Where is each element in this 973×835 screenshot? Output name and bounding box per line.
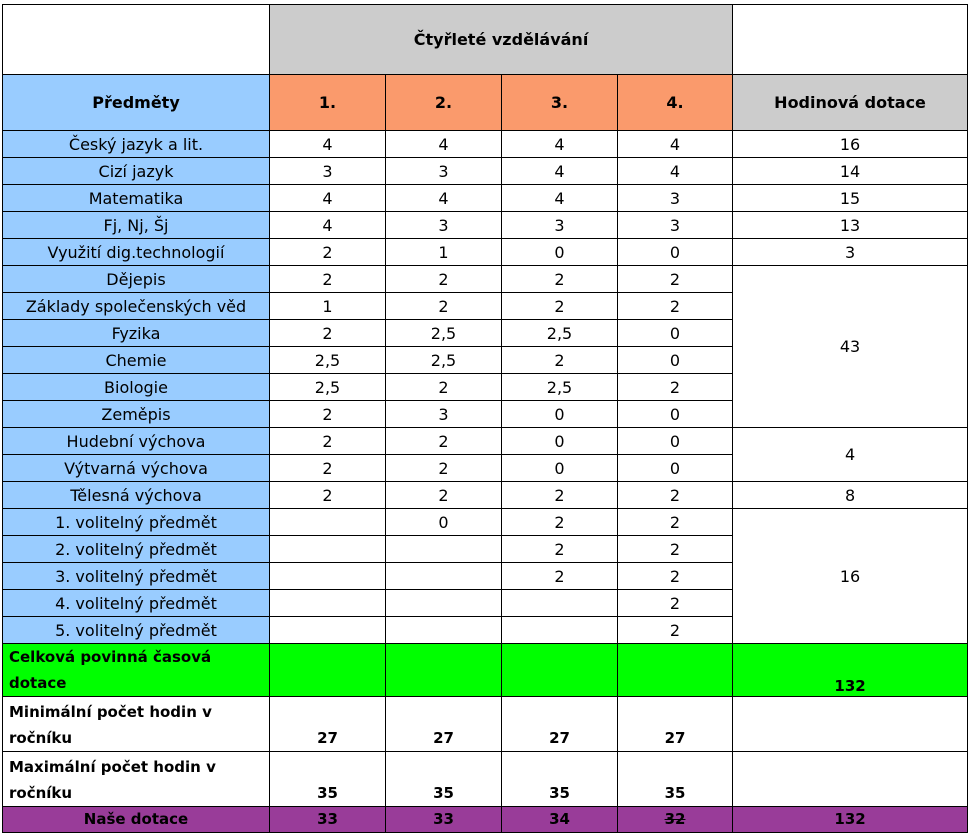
mandatory-total-row (3, 644, 968, 697)
total-arts: 4 (733, 428, 968, 482)
hours-cell-year-2: 2 (386, 293, 502, 320)
subject-name: 5. volitelný předmět (3, 617, 270, 644)
hours-cell-year-3: 2,5 (502, 320, 618, 347)
total-header: Hodinová dotace (733, 75, 968, 131)
hours-cell-year-3: 0 (502, 239, 618, 266)
hours-cell-year-3 (502, 617, 618, 644)
ours-hours-year-3: 34 (502, 807, 618, 833)
mandatory-label: Celková povinná časová dotace (3, 644, 270, 697)
hours-cell-year-2: 2 (386, 374, 502, 401)
hours-cell-year-3: 4 (502, 185, 618, 212)
hours-cell-year-3 (502, 590, 618, 617)
ours-hours-year-4: 32 (618, 807, 733, 833)
hours-cell-year-2 (386, 590, 502, 617)
hours-cell-year-2: 4 (386, 185, 502, 212)
hours-cell-year-3: 4 (502, 158, 618, 185)
empty-cell (502, 644, 618, 697)
table-row (3, 185, 968, 212)
hours-cell-year-1: 2 (270, 320, 386, 347)
hours-cell-year-1 (270, 509, 386, 536)
subject-total: 16 (733, 131, 968, 158)
hours-cell-year-3: 0 (502, 455, 618, 482)
empty-cell (733, 697, 968, 752)
hours-cell-year-4: 2 (618, 617, 733, 644)
hours-cell-year-4: 2 (618, 293, 733, 320)
ours-total: 132 (733, 807, 968, 833)
empty-cell (733, 752, 968, 807)
hours-cell-year-2: 2 (386, 482, 502, 509)
hours-cell-year-4: 0 (618, 401, 733, 428)
subject-name: 2. volitelný předmět (3, 536, 270, 563)
ours-hours-year-2: 33 (386, 807, 502, 833)
hours-cell-year-3: 3 (502, 212, 618, 239)
empty-cell (386, 644, 502, 697)
table-row (3, 239, 968, 266)
hours-cell-year-2: 1 (386, 239, 502, 266)
hours-cell-year-4: 0 (618, 428, 733, 455)
hours-cell-year-2: 3 (386, 212, 502, 239)
hours-cell-year-1 (270, 617, 386, 644)
subject-name: Základy společenských věd (3, 293, 270, 320)
hours-cell-year-2: 4 (386, 131, 502, 158)
hours-cell-year-2: 2,5 (386, 347, 502, 374)
hours-cell-year-1 (270, 563, 386, 590)
hours-cell-year-4: 0 (618, 347, 733, 374)
hours-cell-year-3: 2 (502, 266, 618, 293)
subjects-header: Předměty (3, 75, 270, 131)
year-header-4: 4. (618, 75, 733, 131)
table-row (3, 428, 968, 455)
hours-cell-year-2: 2 (386, 266, 502, 293)
min-label: Minimální počet hodin v ročníku (3, 697, 270, 752)
table-row (3, 212, 968, 239)
blank-total-cell (733, 5, 968, 75)
empty-cell (618, 644, 733, 697)
hours-cell-year-3: 2 (502, 293, 618, 320)
max-hours-year-1: 35 (270, 752, 386, 807)
max-hours-year-2: 35 (386, 752, 502, 807)
hours-cell-year-2: 2 (386, 455, 502, 482)
hours-cell-year-2: 3 (386, 158, 502, 185)
hours-cell-year-1: 2 (270, 239, 386, 266)
title-row (3, 5, 968, 75)
table-row (3, 482, 968, 509)
min-hours-year-4: 27 (618, 697, 733, 752)
subject-total: 3 (733, 239, 968, 266)
hours-cell-year-1: 2 (270, 455, 386, 482)
hours-cell-year-4: 4 (618, 131, 733, 158)
subject-name: Fj, Nj, Šj (3, 212, 270, 239)
subject-name: Tělesná výchova (3, 482, 270, 509)
table-row (3, 158, 968, 185)
hours-cell-year-4: 2 (618, 590, 733, 617)
hours-cell-year-3: 0 (502, 401, 618, 428)
curriculum-table (2, 4, 968, 833)
subject-name: Český jazyk a lit. (3, 131, 270, 158)
hours-cell-year-4: 0 (618, 455, 733, 482)
ours-hours-year-1: 33 (270, 807, 386, 833)
max-hours-year-3: 35 (502, 752, 618, 807)
hours-cell-year-2: 2 (386, 428, 502, 455)
hours-cell-year-2: 3 (386, 401, 502, 428)
year-header-2: 2. (386, 75, 502, 131)
hours-cell-year-4: 3 (618, 185, 733, 212)
hours-cell-year-2 (386, 536, 502, 563)
hours-cell-year-4: 3 (618, 212, 733, 239)
blank-corner-cell (3, 5, 270, 75)
hours-cell-year-4: 4 (618, 158, 733, 185)
hours-cell-year-4: 0 (618, 239, 733, 266)
hours-cell-year-1: 2,5 (270, 374, 386, 401)
hours-cell-year-1: 2 (270, 428, 386, 455)
hours-cell-year-1: 2 (270, 482, 386, 509)
hours-cell-year-3: 2 (502, 563, 618, 590)
hours-cell-year-3: 2 (502, 482, 618, 509)
hours-cell-year-4: 2 (618, 482, 733, 509)
hours-cell-year-2: 2,5 (386, 320, 502, 347)
hours-cell-year-4: 2 (618, 509, 733, 536)
hours-cell-year-4: 2 (618, 563, 733, 590)
subject-name: Chemie (3, 347, 270, 374)
total-science-social: 43 (733, 266, 968, 428)
subject-name: 1. volitelný předmět (3, 509, 270, 536)
table-row (3, 131, 968, 158)
subject-name: Využití dig.technologií (3, 239, 270, 266)
hours-cell-year-1: 2 (270, 401, 386, 428)
hours-cell-year-3: 2 (502, 536, 618, 563)
hours-cell-year-4: 2 (618, 536, 733, 563)
hours-cell-year-1: 4 (270, 131, 386, 158)
hours-cell-year-2 (386, 563, 502, 590)
year-header-3: 3. (502, 75, 618, 131)
min-hours-year-1: 27 (270, 697, 386, 752)
min-hours-year-3: 27 (502, 697, 618, 752)
subject-name: Biologie (3, 374, 270, 401)
subject-name: Hudební výchova (3, 428, 270, 455)
subject-total: 8 (733, 482, 968, 509)
subject-name: Matematika (3, 185, 270, 212)
subject-name: Dějepis (3, 266, 270, 293)
year-header-1: 1. (270, 75, 386, 131)
subject-name: Výtvarná výchova (3, 455, 270, 482)
max-label: Maximální počet hodin v ročníku (3, 752, 270, 807)
hours-cell-year-3: 2 (502, 509, 618, 536)
maximum-hours-row (3, 752, 968, 807)
subject-name: 3. volitelný předmět (3, 563, 270, 590)
table-row (3, 266, 968, 293)
header-row (3, 75, 968, 131)
hours-cell-year-3: 4 (502, 131, 618, 158)
total-electives: 16 (733, 509, 968, 644)
minimum-hours-row (3, 697, 968, 752)
max-hours-year-4: 35 (618, 752, 733, 807)
subject-total: 13 (733, 212, 968, 239)
subject-total: 15 (733, 185, 968, 212)
hours-cell-year-1: 1 (270, 293, 386, 320)
ours-label: Naše dotace (3, 807, 270, 833)
hours-cell-year-1 (270, 590, 386, 617)
hours-cell-year-3: 0 (502, 428, 618, 455)
empty-cell (270, 644, 386, 697)
table-row (3, 509, 968, 536)
hours-cell-year-1: 3 (270, 158, 386, 185)
hours-cell-year-2 (386, 617, 502, 644)
hours-cell-year-4: 0 (618, 320, 733, 347)
hours-cell-year-1: 4 (270, 212, 386, 239)
mandatory-total: 132 (733, 644, 968, 697)
min-hours-year-2: 27 (386, 697, 502, 752)
subject-name: Zeměpis (3, 401, 270, 428)
subject-total: 14 (733, 158, 968, 185)
hours-cell-year-4: 2 (618, 374, 733, 401)
hours-cell-year-3: 2,5 (502, 374, 618, 401)
our-allocation-row (3, 807, 968, 833)
hours-cell-year-2: 0 (386, 509, 502, 536)
hours-cell-year-3: 2 (502, 347, 618, 374)
subject-name: 4. volitelný předmět (3, 590, 270, 617)
hours-cell-year-1: 2,5 (270, 347, 386, 374)
hours-cell-year-1: 4 (270, 185, 386, 212)
hours-cell-year-4: 2 (618, 266, 733, 293)
subject-name: Cizí jazyk (3, 158, 270, 185)
hours-cell-year-1: 2 (270, 266, 386, 293)
group-title: Čtyřleté vzdělávání (270, 5, 733, 75)
hours-cell-year-1 (270, 536, 386, 563)
subject-name: Fyzika (3, 320, 270, 347)
